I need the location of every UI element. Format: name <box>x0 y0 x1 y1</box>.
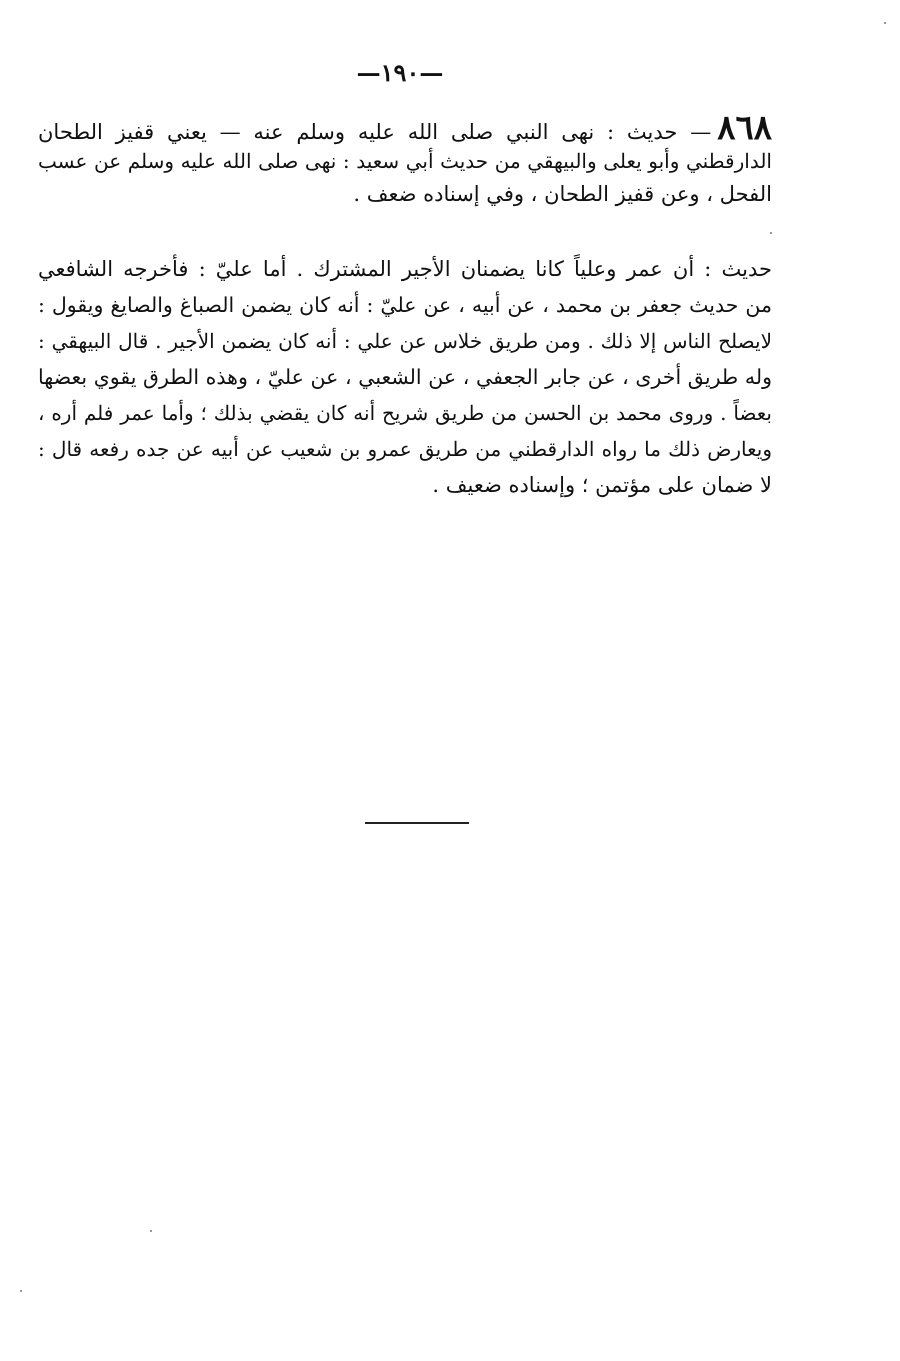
entry-line-3: الفحل ، وعن قفيز الطحان ، وفي إسناده ضعف . <box>353 182 772 206</box>
entry-number: ٨٦٨ <box>717 108 772 148</box>
scan-speck <box>770 232 772 234</box>
entry-line-1 <box>38 108 772 148</box>
hadith-line-6: ويعارض ذلك ما رواه الدارقطني من طريق عمرو بن شعيب عن أبيه عن جده رفعه قال : <box>38 437 772 461</box>
scan-speck <box>20 1290 22 1292</box>
scan-speck <box>150 1230 152 1232</box>
entry-line-2: الدارقطني وأبو يعلى والبيهقي من حديث أبي سعيد : نهى صلى الله عليه وسلم عن عسب <box>38 149 772 173</box>
hadith-line-3: لايصلح الناس إلا ذلك . ومن طريق خلاس عن علي : أنه كان يضمن الأجير . قال البيهقي : <box>38 329 772 353</box>
hadith-line-5: بعضاً . وروى محمد بن الحسن من طريق شريح أنه كان يقضي بذلك ؛ وأما عمر فلم أره ، <box>38 401 772 425</box>
scan-speck <box>884 22 886 24</box>
hadith-line-4: وله طريق أخرى ، عن جابر الجعفي ، عن الشعبي ، عن عليّ ، وهذه الطرق يقوي بعضها <box>38 365 772 389</box>
hadith-line-2: من حديث جعفر بن محمد ، عن أبيه ، عن عليّ : أنه كان يضمن الصباغ والصايغ ويقول : <box>38 293 772 317</box>
page-number: —١٩٠— <box>356 58 444 87</box>
hadith-line-1: حديث : أن عمر وعلياً كانا يضمنان الأجير المشترك . أما عليّ : فأخرجه الشافعي <box>38 257 772 281</box>
hadith-line-7: لا ضمان على مؤتمن ؛ وإسناده ضعيف . <box>432 473 772 497</box>
entry-line-1-text: — حديث : نهى النبي صلى الله عليه وسلم عنه — يعني قفيز الطحان <box>38 120 712 144</box>
closing-rule <box>365 822 469 824</box>
entry-paragraph <box>38 108 772 211</box>
hadith-paragraph <box>38 251 772 503</box>
